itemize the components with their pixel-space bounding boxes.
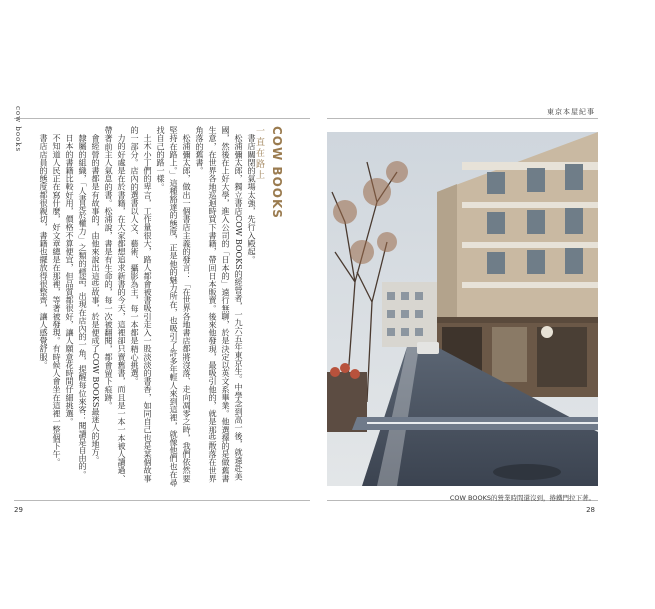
- article-subtitle: 一直在路上: [254, 126, 264, 181]
- paragraph: 會經營的書都是有故事的，由他來說出這些故事，於是便成了COW BOOKS最迷人的地方。: [91, 134, 101, 465]
- page-number-left: 29: [14, 506, 23, 514]
- paragraph: 隸屬的組織，「人書是於權力」之類的標語，出現在店內的一角，提醒每位來客：閱讀是自由的。: [78, 134, 88, 479]
- paragraph: 書店關閉的氣場太強，先行入殿起。: [247, 134, 257, 264]
- photo-caption: COW BOOKS的營業時間還沒到，捲鐵門拉下著。: [449, 494, 595, 502]
- paragraph: 書店店員的態度都很親切，書籍也擺放得很整齊，讓人感覺舒服。: [39, 134, 49, 369]
- paragraph: 土木小丁們的卑言，工作量很大，路人都會被書吸引走入一股淡淡的書香，如同自己也是某個故事的一部分。店內的選書以人文、藝術、攝影為主，每一本都是精心挑選。: [130, 126, 153, 483]
- paragraph: 不知道人民正在寫什麼，好文章總是在那裡，等著被發現。有時候人會坐在這裡一整個下午。: [52, 134, 62, 467]
- paragraph: 日本的書籍比較好用，價格不算便宜，但品質都很好，讓人願意花時間仔細挑選。: [65, 134, 75, 426]
- street-photo: [327, 132, 598, 486]
- street-photo-illustration: [327, 132, 598, 486]
- running-header-right: 東京本屋紀事: [547, 108, 595, 116]
- article-title: COW BOOKS: [270, 126, 284, 219]
- top-rule-left: [14, 118, 310, 119]
- article-body: [39, 126, 258, 488]
- top-rule-right: [327, 118, 598, 119]
- page-number-right: 28: [586, 506, 595, 514]
- running-header-left: cow books: [14, 106, 22, 153]
- article-title-block: [256, 126, 284, 296]
- paragraph: 力的好處是在於書籍，在大家都想追求新書的今天，這裡卻只賣舊書，而且是一本一本被人讀過、帶著前主人氣息的書。松浦說，書是有生命的，每一次被翻閱，都會留下痕跡。: [104, 126, 127, 483]
- paragraph: 松浦彌太郎，獨立書店COW BOOKS的經營者，一九六五年東京生。中學念到高一後，就遠赴美國，然後在上好大學，進入公司的「日本的」遠行無聊，於是決定以英文系畢業。他選擇的是做舊書生意，在世界各地巡迴時買下書籍，帶回日本販賣。後來他發現，最吸引他的，就是那些散落在世界角落的舊書。: [195, 126, 244, 483]
- paragraph: 松浦彌太郎，做出一個書店主義的發言：「在世界各地書店都將沒落、走向凋零之時，我們依然要堅持在路上。」這種豁達的態度，正是他的魅力所在，也吸引了許多年輕人來到這裡，就像他們也在尋找自己的路一樣。: [156, 126, 192, 487]
- bottom-rule-left: [14, 500, 310, 501]
